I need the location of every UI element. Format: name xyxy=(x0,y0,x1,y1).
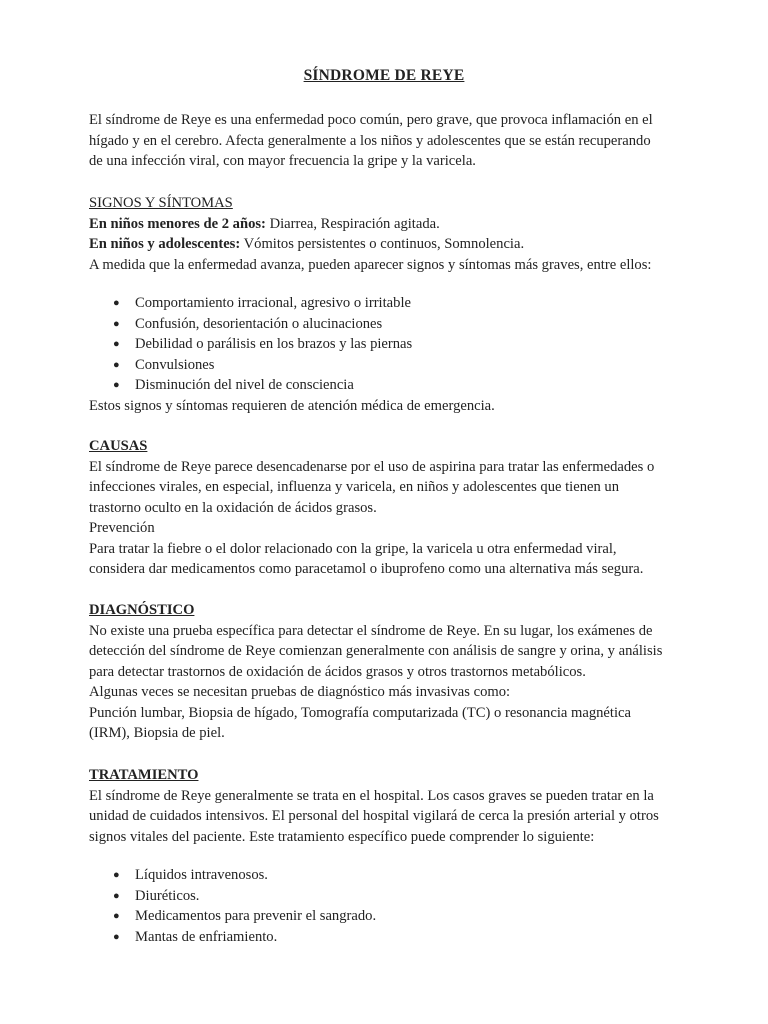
intro-line: El síndrome de Reye es una enfermedad poco común, pero grave, que provoca inflamación en el xyxy=(89,112,653,128)
causas-line: trastorno oculto en la oxidación de ácidos grasos. xyxy=(89,499,377,516)
list-item xyxy=(89,906,689,927)
bullet-icon: ● xyxy=(113,358,120,371)
bullet-icon: ● xyxy=(113,910,120,922)
prevencion-label: Prevención xyxy=(89,520,155,536)
diagnostico-line: No existe una prueba específica para detectar el síndrome de Reye. En su lugar, los exámenes de xyxy=(89,622,653,639)
list-item-text: Líquidos intravenosos. xyxy=(135,867,268,883)
section-heading-diagnostico: DIAGNÓSTICO xyxy=(89,602,195,618)
causas-line: infecciones virales, en especial, influenza y varicela, en niños y adolescentes que tienen un xyxy=(89,479,620,495)
diagnostico-line: Algunas veces se necesitan pruebas de diagnóstico más invasivas como: xyxy=(89,684,511,700)
causas-line: El síndrome de Reye parece desencadenarse por el uso de aspirina para tratar las enfermedades o xyxy=(89,458,655,475)
bullet-icon: ● xyxy=(113,889,120,902)
bullet-icon: ● xyxy=(113,930,120,943)
list-item xyxy=(89,375,689,396)
prevencion-line: considera dar medicamentos como paracetamol o ibuprofeno como una alternativa más segura. xyxy=(89,561,644,577)
list-item xyxy=(89,865,689,886)
diagnostico-line: detección del síndrome de Reye comienzan generalmente con análisis de sangre y orina, y análisis xyxy=(89,643,663,659)
document-title: SÍNDROME DE REYE xyxy=(303,67,465,84)
list-item xyxy=(89,293,689,314)
bullet-icon: ● xyxy=(113,338,120,350)
signos-label-adolescentes: En niños y adolescentes: xyxy=(89,236,241,252)
section-heading-tratamiento: TRATAMIENTO xyxy=(89,767,199,783)
signos-text-adolescentes: Vómitos persistentes o continuos, Somnolencia. xyxy=(240,236,525,252)
diagnostico-line: (IRM), Biopsia de piel. xyxy=(89,725,225,741)
section-tratamiento xyxy=(89,765,689,847)
list-item xyxy=(89,886,689,907)
intro-paragraph xyxy=(89,110,689,172)
bullet-icon: ● xyxy=(113,379,120,391)
list-item-text: Diuréticos. xyxy=(135,887,200,904)
bullet-icon: ● xyxy=(113,869,120,881)
intro-line: de una infección viral, con mayor frecuencia la gripe y la varicela. xyxy=(89,153,476,169)
bullet-icon: ● xyxy=(113,297,120,309)
signos-line-adolescentes xyxy=(89,234,689,255)
section-causas xyxy=(89,436,689,580)
list-item-text: Confusión, desorientación o alucinaciones xyxy=(135,315,383,332)
signos-label-menores: En niños menores de 2 años: xyxy=(89,215,266,232)
list-item xyxy=(89,334,689,355)
diagnostico-line: para detectar trastornos de oxidación de ácidos grasos y otros trastornos metabólicos. xyxy=(89,663,586,680)
tratamiento-line: El síndrome de Reye generalmente se trata en el hospital. Los casos graves se pueden tratar en la xyxy=(89,787,654,804)
list-item-text: Mantas de enfriamiento. xyxy=(135,928,278,945)
list-item-text: Debilidad o parálisis en los brazos y las piernas xyxy=(135,336,413,352)
intro-line: hígado y en el cerebro. Afecta generalmente a los niños y adolescentes que se están recuperando xyxy=(89,132,651,149)
list-item-text: Comportamiento irracional, agresivo o irritable xyxy=(135,295,411,311)
list-item-text: Convulsiones xyxy=(135,356,215,373)
prevencion-line: Para tratar la fiebre o el dolor relacionado con la gripe, la varicela u otra enfermedad viral, xyxy=(89,540,617,557)
section-diagnostico xyxy=(89,600,689,744)
tratamiento-line: unidad de cuidados intensivos. El personal del hospital vigilará de cerca la presión arterial y otros xyxy=(89,808,659,824)
list-item xyxy=(89,355,689,376)
signos-line-avanza: A medida que la enfermedad avanza, pueden aparecer signos y síntomas más graves, entre ellos: xyxy=(89,256,652,273)
section-heading-signos: SIGNOS Y SÍNTOMAS xyxy=(89,195,233,211)
list-item-text: Medicamentos para prevenir el sangrado. xyxy=(135,908,377,924)
diagnostico-line: Punción lumbar, Biopsia de hígado, Tomografía computarizada (TC) o resonancia magnética xyxy=(89,704,631,721)
bullet-icon: ● xyxy=(113,317,120,330)
list-item xyxy=(89,927,689,948)
signos-line-menores xyxy=(89,214,689,235)
signos-text-menores: Diarrea, Respiración agitada. xyxy=(265,215,440,232)
section-signos xyxy=(89,193,689,275)
tratamiento-line: signos vitales del paciente. Este tratamiento específico puede comprender lo siguiente: xyxy=(89,828,595,845)
tratamiento-bullet-list xyxy=(89,865,689,947)
section-heading-causas: CAUSAS xyxy=(89,438,148,454)
signos-after: Estos signos y síntomas requieren de atención médica de emergencia. xyxy=(89,397,495,414)
list-item xyxy=(89,314,689,335)
signos-bullet-list xyxy=(89,293,689,416)
list-item-text: Disminución del nivel de consciencia xyxy=(135,377,354,393)
